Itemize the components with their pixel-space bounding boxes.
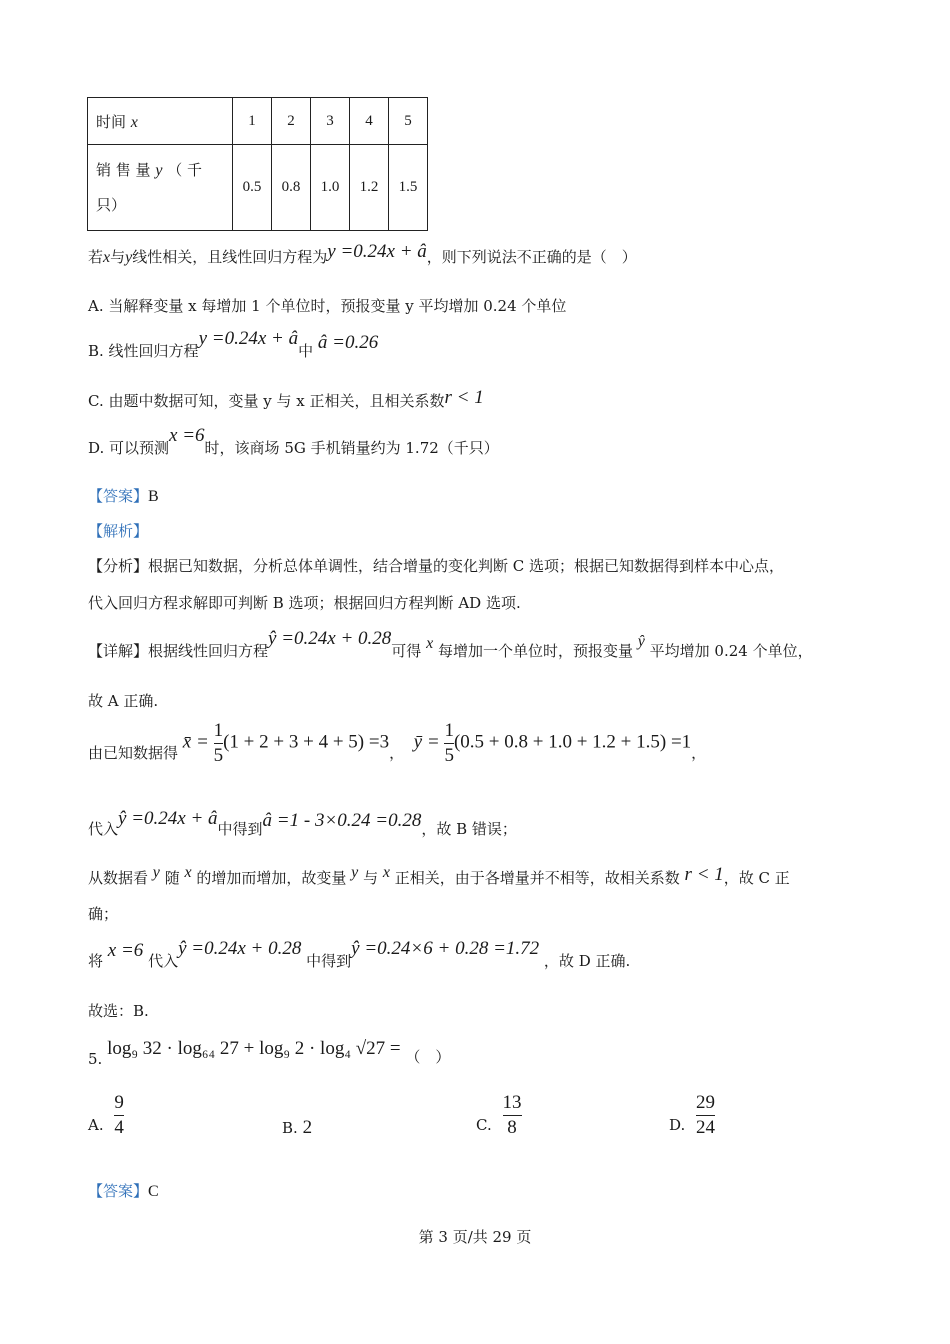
q5-option-d: D. $\frac{29}{24}$ bbox=[669, 1092, 716, 1139]
question-stem: 若x与y线性相关，且线性回归方程为y =0.24x + â，则下列说法不正确的是（ ） bbox=[88, 241, 637, 266]
table-cell: 0.5 bbox=[233, 145, 272, 231]
detail-line-5: 从数据看 y 随 x 的增加而增加，故变量 y 与 x 正相关，由于各增量并不相等，故相关系数 r < 1，故 C 正 bbox=[88, 864, 790, 887]
question-5: 5. log₉ 32 · log₆₄ 27 + log₉ 2 · log₄ √27 = （ ） bbox=[88, 1038, 451, 1068]
analysis-line-2: 代入回归方程求解即可判断 B 选项；根据回归方程判断 AD 选项. bbox=[88, 594, 521, 612]
detail-line-2: 故 A 正确. bbox=[88, 692, 159, 710]
answer-1: 【答案】B bbox=[88, 487, 159, 505]
detail-line-1: 【详解】根据线性回归方程ŷ =0.24x + 0.28可得 x 每增加一个单位时，预报变量 ŷ 平均增加 0.24 个单位， bbox=[88, 628, 813, 660]
table-cell: 1.0 bbox=[311, 145, 350, 231]
table-cell: 1.5 bbox=[389, 145, 428, 231]
fraction: $\frac{13}{8}$ bbox=[502, 1092, 522, 1139]
analysis-line-1: 【分析】根据已知数据，分析总体单调性，结合增量的变化判断 C 选项；根据已知数据得到样本中心点， bbox=[88, 557, 785, 575]
table-cell: 0.8 bbox=[272, 145, 311, 231]
detail-line-3: 由已知数据得 x̄ = $\frac{1}{5}$ (1 + 2 + 3 + 4 + 5) =3， ȳ = $\frac{1}{5}$ (0.5 + 0.8 + 1.0 + 1.2 + 1.5) =1， bbox=[88, 720, 707, 767]
fraction: $\frac{1}{5}$ bbox=[213, 720, 224, 767]
table-row bbox=[88, 145, 428, 231]
answer-2: 【答案】C bbox=[88, 1182, 159, 1200]
fraction: $\frac{29}{24}$ bbox=[696, 1092, 716, 1139]
detail-line-8: 故选：B. bbox=[88, 1002, 149, 1020]
option-d: D. 可以预测x =6时，该商场 5G 手机销量约为 1.72（千只） bbox=[88, 425, 499, 457]
q5-option-c: C. $\frac{13}{8}$ bbox=[476, 1092, 522, 1139]
table-cell: 5 bbox=[389, 98, 428, 145]
fraction: $\frac{9}{4}$ bbox=[114, 1092, 124, 1139]
table-cell: 3 bbox=[311, 98, 350, 145]
q5-option-a: A. $\frac{9}{4}$ bbox=[88, 1092, 124, 1139]
option-c: C. 由题中数据可知，变量 y 与 x 正相关，且相关系数r < 1 bbox=[88, 387, 484, 410]
data-table bbox=[87, 97, 428, 231]
table-cell: 2 bbox=[272, 98, 311, 145]
table-row bbox=[88, 98, 428, 145]
q5-option-b: B. 2 bbox=[282, 1117, 313, 1138]
table-cell: 1.2 bbox=[350, 145, 389, 231]
detail-line-6: 确； bbox=[88, 905, 119, 923]
detail-line-7: 将 x =6 代入ŷ =0.24x + 0.28 中得到ŷ =0.24×6 + 0.28 =1.72 ，故 D 正确. bbox=[88, 938, 631, 970]
analysis-tag: 【解析】 bbox=[88, 522, 149, 540]
fraction: $\frac{1}{5}$ bbox=[444, 720, 454, 767]
table-header-sales: 销 售 量 y （ 千 只） bbox=[88, 145, 233, 231]
table-cell: 1 bbox=[233, 98, 272, 145]
page-footer: 第 3 页/共 29 页 bbox=[418, 1228, 532, 1246]
option-b: B. 线性回归方程y =0.24x + â中 â =0.26 bbox=[88, 328, 379, 360]
option-a: A. 当解释变量 x 每增加 1 个单位时，预报变量 y 平均增加 0.24 个单位 bbox=[88, 297, 567, 315]
table-cell: 4 bbox=[350, 98, 389, 145]
detail-line-4: 代入ŷ =0.24x + â中得到â =1 - 3×0.24 =0.28，故 B 错误； bbox=[88, 808, 517, 838]
table-header-time: 时间 x bbox=[88, 98, 233, 145]
